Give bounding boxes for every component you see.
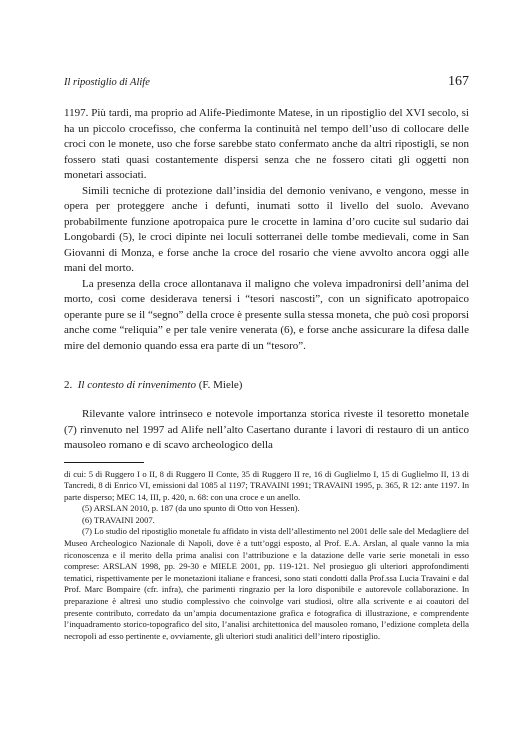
section-number: 2.: [64, 379, 73, 391]
section-body: [64, 407, 469, 454]
paragraph-1: 1197. Più tardi, ma proprio ad Alife-Piedimonte Matese, in un ripostiglio del XVI secolo, si ha un piccolo crocefisso, che conferma la continuità nel tempo dell’uso di collocare delle croci con le monete, uso che forse sarebbe stato confermato anche da altri ripostigli, se non fossero stati quasi costantemente dispersi senza che ne fossero citati gli oggetti non monetari associati.: [64, 107, 469, 181]
book-page: [64, 74, 469, 642]
section-title: Il contesto di rinvenimento: [77, 379, 196, 391]
section-heading: [64, 378, 469, 393]
footnote-6: (6) TRAVAINI 2007.: [82, 514, 155, 525]
footnote-continued: di cui: 5 di Ruggero I o II, 8 di Ruggero II Conte, 35 di Ruggero II re, 16 di Guglielmo I, 15 di Guglielmo II, 13 di Tancredi, 8 di Enrico VI, emissioni dal 1085 al 1197; TRAVAINI 1991; TRAVAINI 1995, p. 365, R 12: ante 1197. In parte disperso; MEC 14, III, p. 420, n. 68: con una croce e un anello.: [64, 468, 469, 502]
running-head-title: Il ripostiglio di Alife: [64, 77, 150, 88]
footnote-5: (5) ARSLAN 2010, p. 187 (da uno spunto di Otto von Hessen).: [82, 503, 300, 514]
paragraph-2: Simili tecniche di protezione dall’insidia del demonio venivano, e vengono, messe in opera per proteggere anche i defunti, inumati sotto il livello del suolo. Avevano probabilmente funzione apotropaica pure le crocette in lamina d’oro cucite sul sudario dai Longobardi (5), le croci dipinte nei loculi sotterranei delle tombe medievali, come in San Giovanni di Monza, e forse anche la croce del rosario che viene avvolto ancora oggi alle mani del morto.: [64, 184, 469, 274]
running-head: [64, 74, 469, 94]
footnote-rule: [64, 462, 144, 463]
footnote-7: (7) Lo studio del ripostiglio monetale fu affidato in vista dell’allestimento nel 2001 delle sale del Medagliere del Museo Archeologico Nazionale di Napoli, dove è a tutt’oggi esposto, al Prof. E.A. Arslan, al quale vanno la mia riconoscenza e il merito della prima analisi con l’attribuzione e la datazione delle varie serie monetali in esso comprese: ARSLAN 1998, pp. 29-30 e MIELE 2001, pp. 119-121. Nel prosieguo gli ulteriori approfondimenti tematici, rispettivamente per le monetazioni italiane e francesi, sono stati condotti dalla Prof.ssa Lucia Travaini e dal Prof. Marc Bompaire (cfr. infra), che parimenti ringrazio per la loro disponibile e autorevole collaborazione. In preparazione è altresì uno studio complessivo che coinvolge vari studiosi, oltre alla scrivente e ai coautori del presente contributo, corredato da un’ampia documentazione grafica e fotografica di illustrazione, e comprendente l’inquadramento storico-topografico del sito, l’analisi architettonica del mausoleo romano, l’edizione completa della necropoli ad esso pertinente e, ovviamente, gli ulteriori studi analitici dell’intero ripostiglio.: [64, 526, 469, 641]
body-text: [64, 106, 469, 354]
section-paragraph: Rilevante valore intrinseco e notevole importanza storica riveste il tesoretto monetale (7) rinvenuto nel 1997 ad Alife nell’alto Casertano durante i lavori di restauro di un antico mausoleo romano e di scavo archeologico della: [64, 408, 469, 451]
footnotes: [64, 469, 469, 643]
paragraph-3: La presenza della croce allontanava il maligno che voleva impadronirsi dell’anima del morto, così come desiderava tenersi i “tesori nascosti”, con un significato apotropaico operante pure se il “segno” della croce è presente sulla stessa moneta, che può così proporsi anche come “reliquia” e per tale venire venerata (6), e forse anche assicurare la difesa dalle mire del demonio quando essa era parte di un “tesoro”.: [64, 277, 469, 352]
page-number: 167: [448, 74, 469, 89]
section-author: (F. Miele): [198, 379, 243, 391]
